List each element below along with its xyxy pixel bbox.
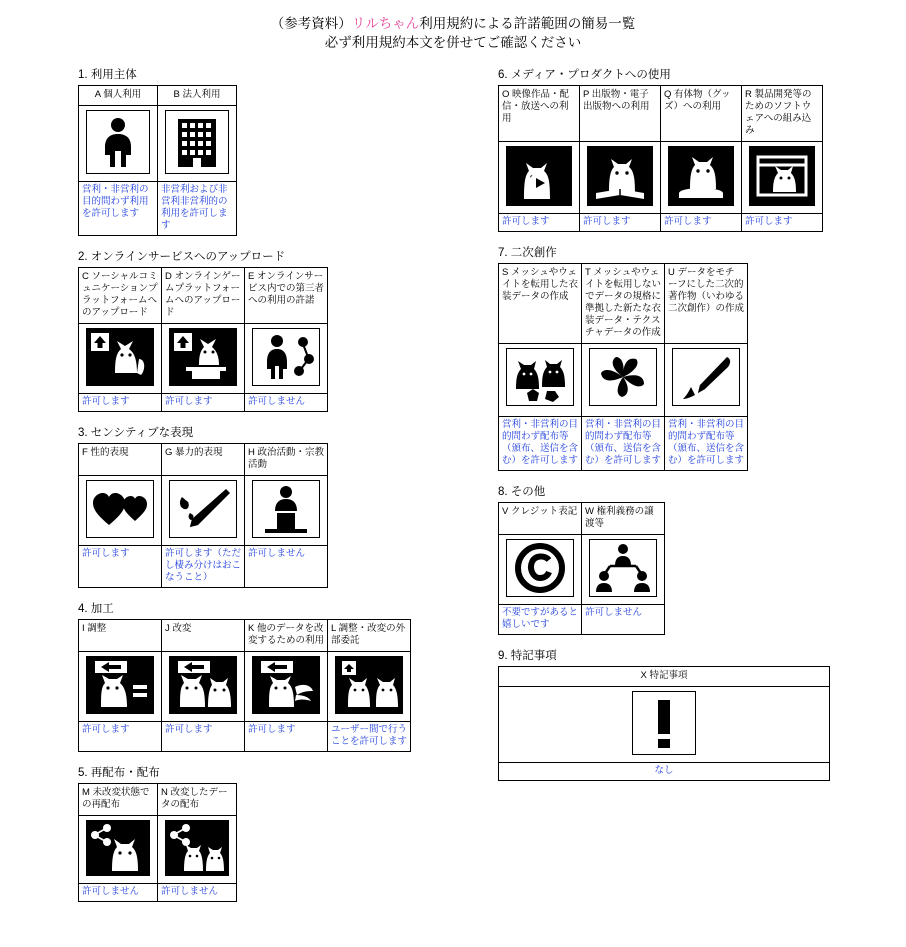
- cell-head-W: W 権利義務の譲渡等: [585, 506, 654, 529]
- cell-note-J: 許可します: [165, 724, 213, 735]
- cat-outsource-icon: [335, 656, 403, 714]
- left-column: [78, 66, 478, 914]
- section-9-table: [498, 666, 830, 781]
- cell-head-N: N 改変したデータの配布: [161, 787, 228, 810]
- cell-head-A: A 個人利用: [94, 89, 142, 100]
- share-cat-icon: [86, 820, 150, 876]
- cell-icon-V: [499, 535, 581, 604]
- brush-icon: [672, 348, 740, 406]
- cell-note-S: 営利・非営利の目的問わず配布等（頒布、送信を含む）を許可します: [502, 419, 579, 466]
- podium-speaker-icon: [252, 480, 320, 538]
- section-5-table: [78, 783, 237, 902]
- cell-note-N: 許可しません: [161, 886, 219, 897]
- cell-note-B: 非営利および非営利非営利的の利用を許可します: [161, 184, 228, 231]
- cell-note-V: 不要ですがあると嬉しいです: [502, 607, 579, 630]
- cell-icon-B: [158, 106, 236, 181]
- content-columns: [0, 52, 906, 914]
- cell-icon-T: [582, 344, 664, 413]
- cell-head-P: P 出版物・電子出版物への利用: [583, 89, 650, 112]
- cell-note-K: 許可します: [248, 724, 296, 735]
- cell-note-C: 許可します: [82, 396, 130, 407]
- cell-note-G: 許可します（ただし棲み分けはおこなうこと）: [165, 548, 242, 583]
- knife-icon: [169, 480, 237, 538]
- copyright-icon: [506, 539, 574, 597]
- cell-note-U: 営利・非営利の目的問わず配布等（頒布、送信を含む）を許可します: [668, 419, 745, 466]
- section-1: [78, 66, 478, 236]
- section-4-table: [78, 619, 411, 752]
- play-cat-icon: [506, 146, 572, 206]
- right-column: [498, 66, 898, 793]
- cell-icon-M: [79, 816, 157, 883]
- section-3-table: [78, 443, 328, 588]
- cat-two-icon: [169, 656, 237, 714]
- cell-head-Q: Q 有体物（グッズ）への利用: [664, 89, 731, 112]
- cell-head-C: C ソーシャルコミュニケーションプラットフォームへのアップロード: [82, 271, 158, 318]
- cell-note-R: 許可します: [745, 216, 793, 227]
- cell-note-X: なし: [654, 765, 674, 776]
- building-icon: [165, 110, 229, 174]
- cell-head-R: R 製品開発等のためのソフトウェアへの組み込み: [745, 89, 812, 136]
- cell-icon-Q: [661, 142, 741, 213]
- section-8-table: [498, 502, 665, 635]
- cat-morph-icon: [252, 656, 320, 714]
- cell-icon-J: [162, 652, 244, 721]
- cell-head-V: V クレジット表記: [502, 506, 578, 517]
- mesh-cats-icon: [506, 348, 574, 406]
- cell-head-F: F 性的表現: [82, 447, 129, 458]
- cell-head-H: H 政治活動・宗教活動: [248, 447, 325, 470]
- cell-icon-O: [499, 142, 579, 213]
- cell-icon-P: [580, 142, 660, 213]
- page-title: [0, 0, 906, 52]
- section-9-title: 9. 特記事項: [498, 650, 557, 662]
- cell-icon-N: [158, 816, 236, 883]
- section-7-table: [498, 263, 748, 471]
- cell-note-H: 許可しません: [248, 548, 306, 559]
- section-8-title: 8. その他: [498, 486, 546, 498]
- section-7-title: 7. 二次創作: [498, 247, 557, 259]
- section-3: [78, 424, 478, 588]
- section-5-title: 5. 再配布・配布: [78, 767, 160, 779]
- figure-cat-icon: [668, 146, 734, 206]
- cell-head-B: B 法人利用: [173, 89, 221, 100]
- cell-icon-W: [582, 535, 664, 604]
- upload-monitor-icon: [169, 328, 237, 386]
- cell-note-E: 許可しません: [248, 396, 306, 407]
- exclamation-icon: [632, 691, 696, 755]
- upload-cat-icon: [86, 328, 154, 386]
- cell-icon-I: [79, 652, 161, 721]
- section-4: [78, 600, 478, 752]
- section-2-title: 2. オンラインサービスへのアップロード: [78, 251, 286, 263]
- cell-head-X: X 特記事項: [640, 670, 688, 681]
- cell-icon-C: [79, 324, 161, 393]
- cell-head-I: I 調整: [82, 623, 107, 634]
- page-title-prefix: （参考資料）: [270, 16, 352, 31]
- cell-icon-R: [742, 142, 822, 213]
- section-9: [498, 647, 898, 781]
- person-icon: [86, 110, 150, 174]
- cell-head-T: T メッシュやウェイトを転用しないでデータの規格に準拠した新たな衣装データ・テクスチャデータの作成: [585, 267, 662, 338]
- cell-note-W: 許可しません: [585, 607, 643, 618]
- share-cats-icon: [165, 820, 229, 876]
- cell-head-M: M 未改変状態での再配布: [82, 787, 150, 810]
- section-5: [78, 764, 478, 902]
- cell-icon-H: [245, 476, 327, 545]
- cell-note-I: 許可します: [82, 724, 130, 735]
- page-title-suffix: 利用規約による許諾範囲の簡易一覧: [419, 16, 636, 31]
- cell-icon-F: [79, 476, 161, 545]
- cat-equal-icon: [86, 656, 154, 714]
- section-6: [498, 66, 898, 232]
- section-2: [78, 248, 478, 412]
- section-2-table: [78, 267, 328, 412]
- share-person-icon: [252, 328, 320, 386]
- cell-head-O: O 映像作品・配信・放送への利用: [502, 89, 570, 124]
- page-title-line2: 必ず利用規約本文を併せてご確認ください: [324, 35, 582, 50]
- cell-note-P: 許可します: [583, 216, 631, 227]
- cell-icon-X: [499, 687, 829, 762]
- cell-note-L: ユーザー間で行うことを許可します: [331, 724, 408, 747]
- cell-note-Q: 許可します: [664, 216, 712, 227]
- cell-note-O: 許可します: [502, 216, 550, 227]
- section-1-table: [78, 85, 237, 236]
- section-4-title: 4. 加工: [78, 603, 114, 615]
- cell-icon-K: [245, 652, 327, 721]
- cell-head-G: G 暴力的表現: [165, 447, 223, 458]
- cell-note-F: 許可します: [82, 548, 130, 559]
- page-title-brand: リルちゃん: [351, 16, 420, 31]
- cell-head-E: E オンラインサービス内での第三者への利用の許諾: [248, 271, 325, 306]
- cell-icon-U: [665, 344, 747, 413]
- section-8: [498, 483, 898, 635]
- section-6-title: 6. メディア・プロダクトへの使用: [498, 69, 671, 81]
- cell-note-T: 営利・非営利の目的問わず配布等（頒布、送信を含む）を許可します: [585, 419, 662, 466]
- cell-icon-L: [328, 652, 410, 721]
- cell-icon-D: [162, 324, 244, 393]
- cell-head-U: U データをモチーフにした二次的著作物（いわゆる二次創作）の作成: [668, 267, 745, 314]
- cell-head-K: K 他のデータを改変するための利用: [248, 623, 325, 646]
- pinwheel-icon: [589, 348, 657, 406]
- page-title-line1: [0, 14, 906, 33]
- cell-icon-G: [162, 476, 244, 545]
- hearts-icon: [86, 480, 154, 538]
- cell-head-S: S メッシュやウェイトを転用した衣装データの作成: [502, 267, 579, 302]
- section-7: [498, 244, 898, 471]
- cell-note-D: 許可します: [165, 396, 213, 407]
- cell-icon-E: [245, 324, 327, 393]
- cell-note-M: 許可しません: [82, 886, 140, 897]
- cell-head-L: L 調整・改変の外部委託: [331, 623, 406, 646]
- cell-head-D: D オンラインゲームプラットフォームへのアップロード: [165, 271, 241, 318]
- cell-icon-A: [79, 106, 157, 181]
- cell-head-J: J 改変: [165, 623, 192, 634]
- section-6-table: [498, 85, 823, 232]
- book-cat-icon: [587, 146, 653, 206]
- transfer-people-icon: [589, 539, 657, 597]
- window-cat-icon: [749, 146, 815, 206]
- section-3-title: 3. センシティブな表現: [78, 427, 194, 439]
- cell-note-A: 営利・非営利の目的問わず利用を許可します: [82, 184, 149, 219]
- cell-icon-S: [499, 344, 581, 413]
- section-1-title: 1. 利用主体: [78, 69, 137, 81]
